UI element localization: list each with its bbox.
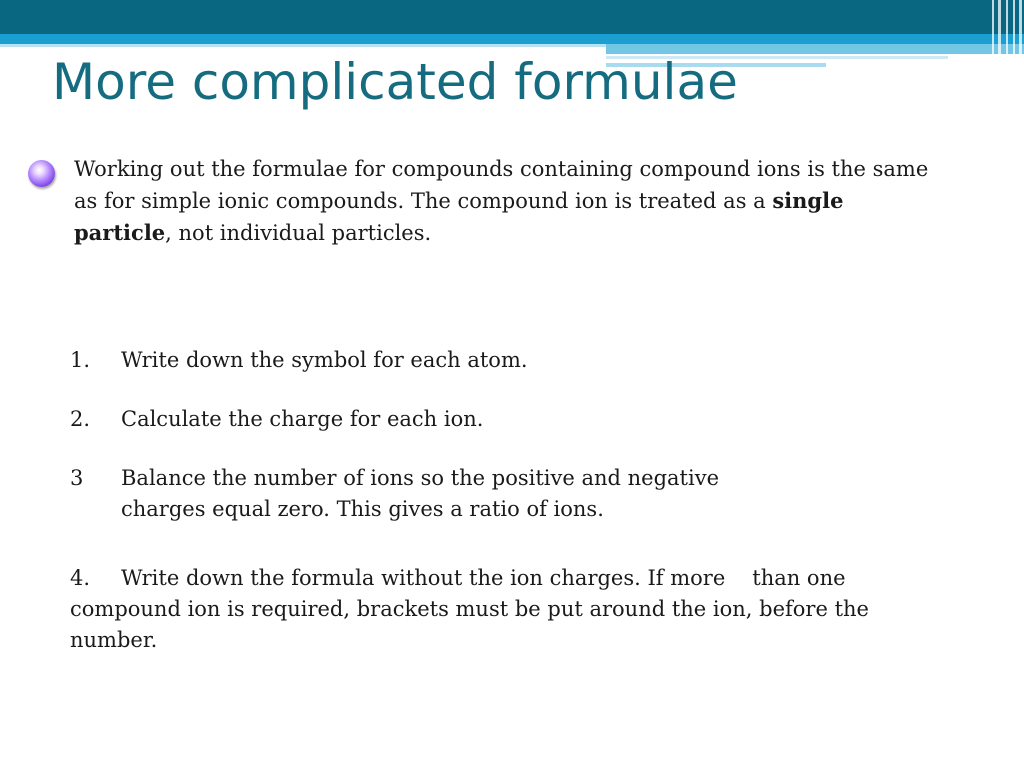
step-text: than one [752, 566, 846, 590]
emphasis-text: single [772, 188, 844, 213]
intro-text: Working out the formulae for compounds containing compound ions is the same [74, 157, 929, 181]
step-item [70, 345, 950, 376]
step-text: compound ion is required, brackets must be put around the ion, before the [70, 597, 869, 621]
intro-text: as for simple ionic compounds. The compound ion is treated as a [74, 189, 773, 213]
header-stripe [1006, 0, 1008, 68]
step-item [70, 404, 950, 435]
header-stripe [992, 0, 994, 68]
bullet-icon [28, 160, 55, 187]
step-text: number. [70, 628, 158, 652]
slide-title: More complicated formulae [52, 53, 738, 111]
step-item [70, 563, 970, 656]
intro-text: , not individual particles. [165, 221, 432, 245]
step-text: Balance the number of ions so the positive and negative [121, 466, 720, 490]
step-item [70, 463, 950, 525]
header-stripe [1013, 0, 1015, 68]
header-band-line [0, 44, 606, 47]
step-text: Calculate the charge for each ion. [121, 407, 484, 431]
step-continuation: charges equal zero. This gives a ratio of ions. [121, 497, 604, 521]
step-number: 4. [70, 566, 91, 590]
header-stripe [998, 0, 1001, 68]
step-text: Write down the symbol for each atom. [121, 348, 528, 372]
step-number: 3 [70, 466, 84, 490]
header-stripe [1019, 0, 1022, 68]
header-band-mid [0, 34, 1024, 44]
intro-paragraph [74, 154, 1004, 249]
step-text: Write down the formula without the ion charges. If more [121, 566, 726, 590]
header-band-dark [0, 0, 1024, 34]
emphasis-text: particle [74, 220, 166, 245]
step-number: 1. [70, 348, 91, 372]
step-number: 2. [70, 407, 91, 431]
